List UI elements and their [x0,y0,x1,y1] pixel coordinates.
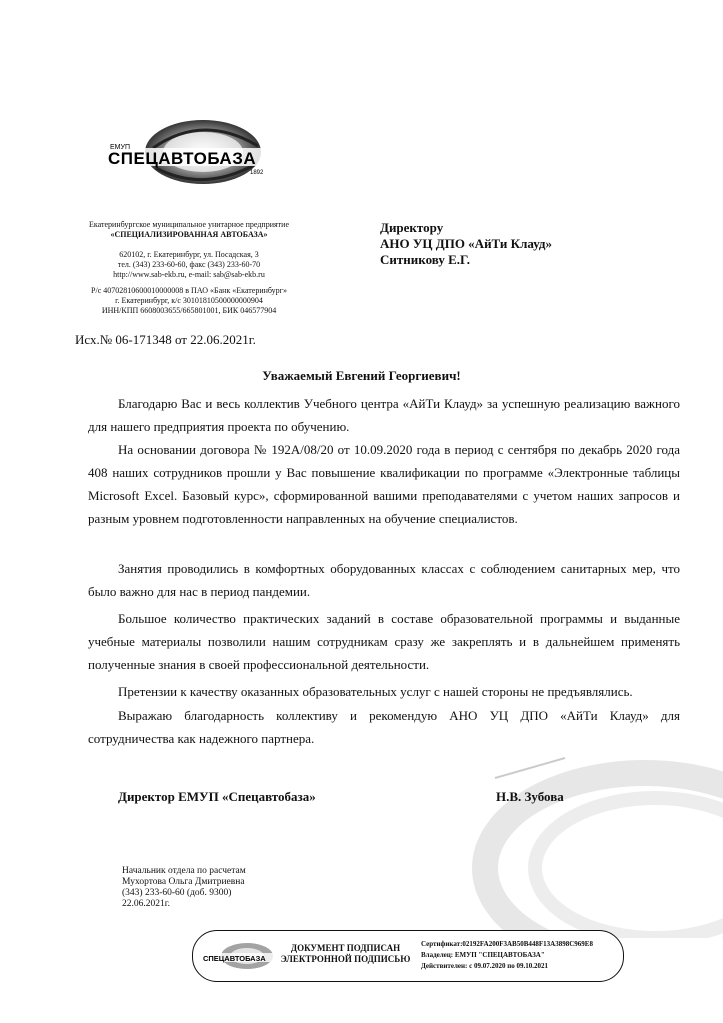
sender-org-line2: «СПЕЦИАЛИЗИРОВАННАЯ АВТОБАЗА» [110,230,268,239]
paragraph-4-text: Большое количество практических заданий в составе образовательной программы и выданные учебные материалы позволили нашим сотрудникам сразу же закреплять и в дальнейшем применять полученные знания в своей профессиональной деятельности. [88,611,680,672]
paragraph-1-text: Благодарю Вас и весь коллектив Учебного центра «АйТи Клауд» за успешную реализацию важного для нашего предприятия проекта по обучению. [88,396,680,434]
addressee-line1: Директору [380,220,444,235]
sender-contacts [60,250,318,280]
sender-phone: тел. (343) 233-60-60, факс (343) 233-60-70 [117,260,261,269]
contact-line4: 22.06.2021г. [122,899,170,909]
sender-bank3: ИНН/КПП 6608003655/665801001, БИК 046577904 [101,306,277,315]
logo-name: СПЕЦАВТОБАЗА [108,149,257,168]
contact-line3: (343) 233-60-60 (доб. 9300) [122,888,232,898]
contact-block [122,866,246,910]
e-signature-logo-text: СПЕЦАВТОБАЗА [203,954,266,963]
logo-year: 1892 [250,170,264,176]
paragraph-3-text: Занятия проводились в комфортных оборудованных классах с соблюдением санитарных мер, что было важно для нас в период пандемии. [88,561,680,599]
sender-web: http://www.sab-ekb.ru, e-mail: sab@sab-ekb.ru [113,270,265,279]
e-signature-owner: Владелец: ЕМУП "СПЕЦАВТОБАЗА" [421,951,545,959]
e-signature-title [278,943,413,965]
contact-line2: Мухортова Ольга Дмитриевна [122,877,245,887]
spetsavtobaza-logo [108,118,278,188]
paragraph-5 [88,680,680,703]
signature-name: Н.В. Зубова [496,789,564,804]
e-signature-certificate: Сертификат:02192FA200F3AB50B448F13A3898C969E8 [421,940,593,948]
paragraph-1 [88,392,680,438]
logo-prefix: ЕМУП [110,144,130,151]
sender-address: 620102, г. Екатеринбург, ул. Посадская, 3 [119,250,259,259]
salutation: Уважаемый Евгений Георгиевич! [262,368,461,383]
e-signature-title-line2: ЭЛЕКТРОННОЙ ПОДПИСЬЮ [280,954,411,964]
stamp-swirl-graphic [455,748,723,938]
paragraph-2 [88,438,680,530]
e-signature-info [421,939,593,972]
e-signature-card [192,930,624,982]
paragraph-5-text: Претензии к качеству оказанных образовательных услуг с нашей стороны не предъявлялись. [118,684,633,699]
paragraph-6-text: Выражаю благодарность коллективу и рекомендую АНО УЦ ДПО «АйТи Клауд» для сотрудничества как надежного партнера. [88,708,680,746]
sender-block [60,220,318,240]
addressee-line2: АНО УЦ ДПО «АйТи Клауд» [380,236,552,251]
addressee-block [380,220,552,268]
e-signature-title-line1: ДОКУМЕНТ ПОДПИСАН [290,943,401,953]
e-signature-logo [203,941,277,971]
sender-bank2: г. Екатеринбург, к/с 30101810500000000904 [115,296,263,305]
sender-bank1: Р/с 40702810600010000008 в ПАО «Банк «Екатеринбург» [91,286,287,295]
contact-line1: Начальник отдела по расчетам [122,866,246,876]
sender-bank [60,286,318,316]
e-signature-validity: Действителен: с 09.07.2020 по 09.10.2021 [421,962,548,970]
sender-org-line1: Екатеринбургское муниципальное унитарное предприятие [89,220,289,229]
paragraph-4 [88,607,680,676]
paragraph-3 [88,557,680,603]
addressee-line3: Ситникову Е.Г. [380,252,471,267]
outgoing-number: Исх.№ 06-171348 от 22.06.2021г. [75,332,256,347]
paragraph-6 [88,704,680,750]
signature-position: Директор ЕМУП «Спецавтобаза» [118,789,316,804]
paragraph-2-text: На основании договора № 192А/08/20 от 10.09.2020 года в период с сентября по декабрь 2020 года 408 наших сотрудников прошли у Вас повышение квалификации по программе «Электронные таблицы Microsoft Excel. Базовый курс», сформированной вашими преподавателями с учетом наших запросов и разным уровнем подготовленности направленных на обучение специалистов. [88,442,680,526]
